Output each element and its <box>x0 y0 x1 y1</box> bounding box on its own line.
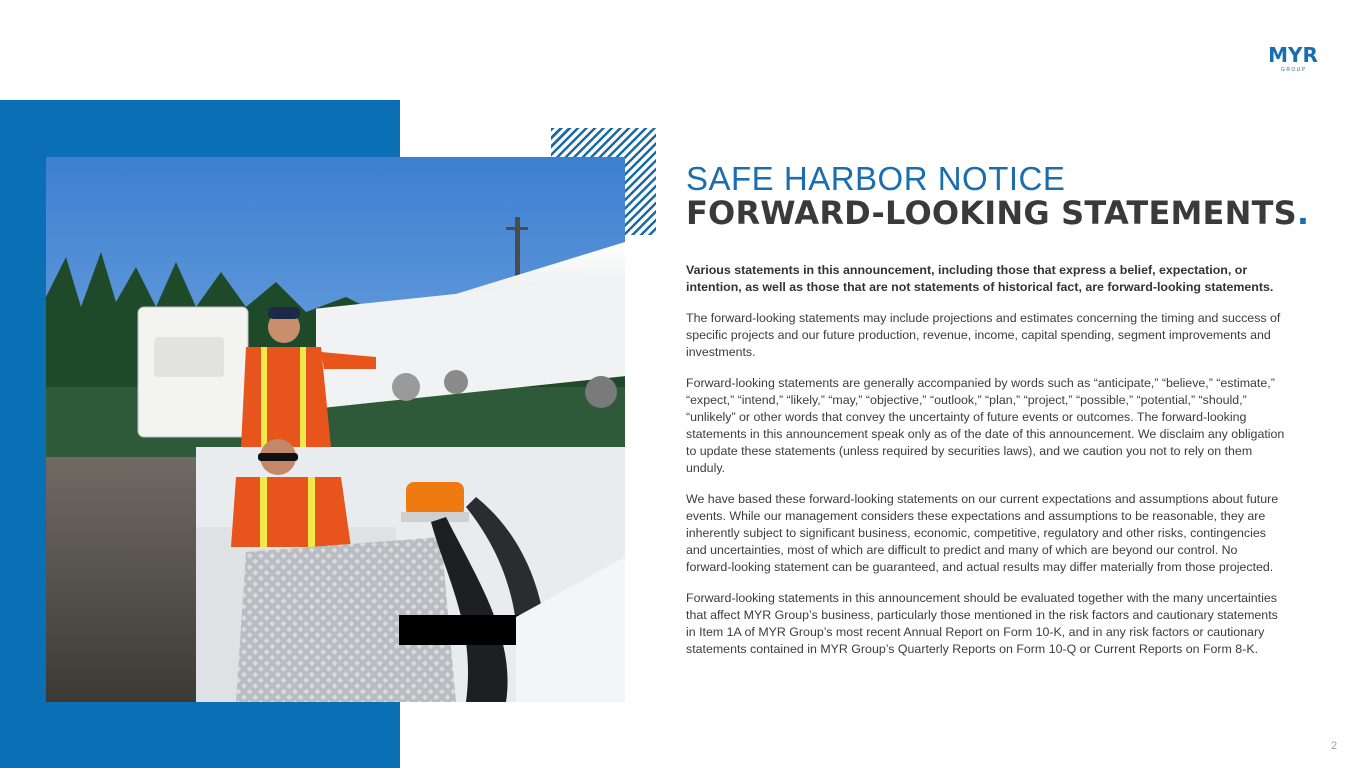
lineworkers-photo <box>46 157 625 702</box>
paragraph: We have based these forward-looking statements on our current expectations and assumptions about future events. While our management considers these expectations and assumptions to be reasonable, they are inherently subject to significant business, economic, competitive, regulatory and other risks, contingencies and uncertainties, most of which are difficult to predict and many of which are beyond our control. No forward-looking statement can be guaranteed, and actual results may differ materially from those projected. <box>686 492 1279 574</box>
svg-text:MYR: MYR <box>1268 43 1318 67</box>
paragraph: Forward-looking statements are generally accompanied by words such as “anticipate,” “believe,” “estimate,” “expect,” “intend,” “likely,” “may,” “objective,” “outlook,” “plan,” “project,” “possible,” “potential,” “should,” “unlikely” or other words that convey the uncertainty of future events or outcomes. The forward-looking statements in this announcement speak only as of the date of this announcement. We disclaim any obligation to update these statements (unless required by securities laws), and we caution you not to rely on them unduly. <box>686 376 1285 475</box>
heading-accent-dot: . <box>1296 194 1310 232</box>
paragraph: The forward-looking statements may include projections and estimates concerning the timing and success of specific projects and our future production, revenue, income, capital spending, segment improvements and investments. <box>686 311 1281 359</box>
svg-text:G R O U P: G R O U P <box>1281 67 1305 73</box>
heading-forward-looking <box>686 194 1326 232</box>
paragraph: Forward-looking statements in this announcement should be evaluated together with the many uncertainties that affect MYR Group’s business, particularly those mentioned in the risk factors and cautionary statements in Item 1A of MYR Group’s most recent Annual Report on Form 10-K, and in any risk factors or cautionary statements contained in MYR Group’s Quarterly Reports on Form 10-Q or Current Reports on Form 8-K. <box>686 591 1278 656</box>
heading-safe-harbor: SAFE HARBOR NOTICE <box>686 160 1066 197</box>
paragraph-lead: Various statements in this announcement, including those that express a belief, expectation, or intention, as well as those that are not statements of historical fact, are forward-looking statements. <box>686 263 1274 294</box>
myr-group-logo <box>1262 43 1324 73</box>
heading-forward-looking-text: FORWARD-LOOKING STATEMENTS <box>686 194 1297 232</box>
page-number: 2 <box>1331 740 1338 752</box>
notice-body <box>686 262 1286 672</box>
